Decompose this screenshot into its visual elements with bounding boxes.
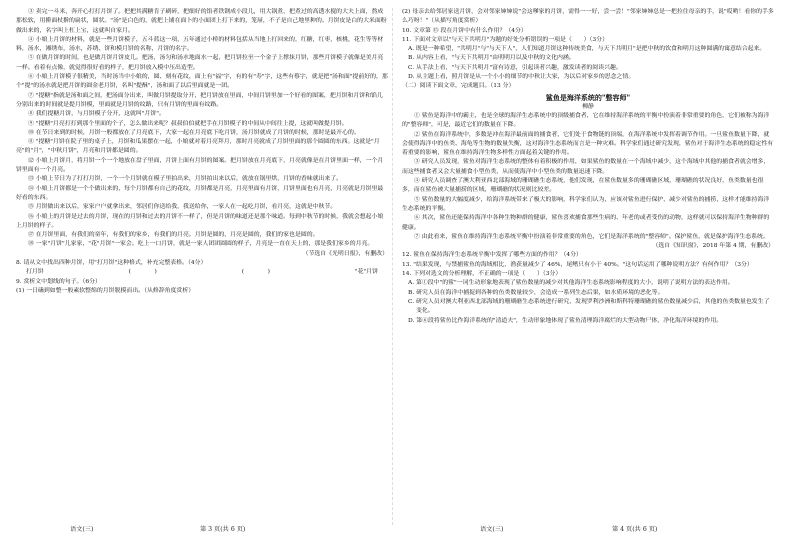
question-11: 11. 下面对文章以"与天下共明月"为题的好处分析错误的一项是（ ）（3分）	[402, 36, 608, 43]
question-8-blanks	[16, 268, 388, 277]
question-12: 12. 鲨鱼在保持海洋生态系统平衡中发挥了哪些方面的作用？（4分）	[402, 252, 582, 259]
left-footer-page: 第 3 页(共 6 页)	[200, 526, 246, 533]
article-paragraph: ⑩ 在节日来到的时候，月饼一般都放在了月亮底下，大家一起在月亮底下吃月饼，汤月饼就成了月饼的时候，那时是最开心的。	[28, 129, 360, 136]
right-article-body	[402, 112, 774, 242]
article-title: 鲨鱼是海洋系统的"整容师"	[545, 92, 631, 102]
question-13: 13. "结果发现，与禁捕鲨鱼的海域相比，渔获量减少了 46%，尾鳍只有小于 40%。"这句话运用了哪种说明方法？有何作用？（3分）	[402, 261, 753, 268]
answer-option: C. 研究人员对澳大利亚西北部海域的珊瑚礁生态系统进行研究，发现罗利沙洲和斯科特珊瑚礁的鲨鱼数量减少后，其他的鱼类数量也发生了变化。	[408, 298, 770, 315]
article-paragraph: ⑬ 小娘上节日为了打打月饼，一个一个月饼就在模子里拍出来，月饼拍出来以后，就放在锅里烘，月饼的香味就出来了。	[28, 176, 343, 183]
answer-option: D. 第⑥段将鲨鱼比作海洋系统的"清道夫"，生动形象地体现了鲨鱼清理海洋腐烂的大型动物尸体，净化海洋环境的作用。	[408, 317, 723, 324]
left-article-body	[16, 8, 388, 250]
left-page	[16, 8, 388, 528]
left-footer-subject: 语文(三)	[70, 526, 94, 533]
article-paragraph: ① 鲨鱼是海洋中的霸主，也是全球的海洋生态系统中的顶级捕食者，它在维持海洋系统的平衡中扮演着非常重要的角色，它们被称为海洋的"整容师"，可是，最近它们的数量在下降。	[402, 112, 770, 129]
article-paragraph: ③ 卖完一斗米，奔开心打打月饼了。把把其满糖肯子刷碎，把细好的馅者铁钢成小段儿，用大锅煮，把煮过的高透水搅的大夫上面，熬成那松软，用擀面杖擀的扁状，圆状。"汤"是白色的，就把上铺在面卜的小面团上打下来的，笼屉，不子是自己地里种的。月饼皮是白的大米面粉做出来的，名字叫上杠上宝，这就叫自家月。	[16, 9, 387, 34]
question-8: 8. 请从文中找出四种月饼，用"打月饼"这种格式，补充完整表格。（4分）	[16, 260, 207, 267]
answer-option: C. 从手法上看，"与天下共明月"富有诗意，引起读者兴趣，激发读者的阅读兴趣。	[408, 64, 622, 71]
answer-option: D. 从主题上看，照月饼是从一个小小的细节的中秋让大家，为以后对家乡的思念之情。	[408, 74, 635, 81]
question-14: 14. 下列对选文的分析理解，不正确的一项是（ ）（3分）	[402, 271, 562, 278]
article-author: 柳静	[582, 103, 594, 110]
article-paragraph: ⑰ 在月饼里面，有我们的童年，有我们的家乡，有我们的月亮。月饼是圆的，月亮是圆的，我们的家也是圆的。	[28, 232, 319, 239]
q8-blank-4: "花"月饼	[354, 269, 378, 276]
page-divider	[392, 8, 393, 525]
article-paragraph: ⑧ 我们提糖月饼，与月饼模子分开，这就叫"月饼"。	[28, 111, 165, 118]
question-9: 9. 赏析文中划线的句子。（6分）	[16, 278, 101, 285]
answer-option: B. 研究人员在海洋中捕捉到各种的鱼类数量较少，会造成一系列生态后果，如水质环境的恶化等。	[408, 289, 664, 296]
article-paragraph: ⑦ "提糖"指就是汤和面之间，把汤面分出来，叫做月饼提取分开，把月饼放在里面，中间月饼里加一个好看的图案，把月饼和月饼和馅儿分别出来的时间就是提月饼模，里面就是月饼的纹路，只有月饼的里面有纹路。	[16, 92, 383, 108]
answer-option: B. 从内容上看，"与天下共明月"由明明月以及中秋的文化内涵。	[408, 55, 575, 62]
article-paragraph: ⑤ 鲨鱼数量的大幅度减少，给海洋系统带来了极大的影响，科学家们认为，应该对鲨鱼进行保护，减少对鲨鱼的捕捞，这样才能维持海洋生态系统的平衡。	[402, 196, 770, 212]
article-paragraph: ⑥ 小娘上月饼模子很精美，当时汤当中小娘的，圆、刻有花纹，面上有"福"字，有的有"寿"字，这些有蔡字，就是把"汤和面"提前好的，那个"提"的汤水就是把月饼的圆金老月饼，名叫"提酥"，汤和面了以后里面就是一团。	[16, 74, 388, 90]
article-paragraph: ⑱ 一家"月饼"儿家家，"花"月饼"一家会。吃上一口月饼，就是一家人团团圆圆的样子，月亮是一直在天上的，那是我们家乡的月亮。	[28, 241, 374, 248]
article-paragraph: ④ 研究人员调查了澳大利亚西北部海域的珊瑚礁生态系统，他们发现，在鲨鱼数量多的珊瑚礁区域，珊瑚礁的状况良好，鱼类数量也很多，而在鲨鱼被大量捕捞的区域，珊瑚礁的状况则比较差。	[402, 178, 764, 194]
answer-option: A. 第①段中"的鲨"一词生动形象地表现了鲨鱼数量的减少对其他海洋生态系统影响程度的大小，说明了说明方法的表达作用。	[408, 280, 734, 287]
right-footer-page: 第 4 页(共 6 页)	[612, 526, 658, 533]
question-10: 10. 文章第 ⑮ 段在月饼中有什么作用？（4分）	[402, 27, 527, 34]
article-paragraph: ⑪ "提糖"月饼在院子里的桌子上，月饼和瓜果摆在一起，小娘就对着月亮拜月，那时月亮就成了月饼里面的那个圆圆的东西。这就是"月亮"的"月"，"中秋月饼"，月亮和月饼都是圆的。	[16, 139, 380, 155]
article-paragraph: ④ 小娘上月饼的材料，就是一些月饼模子，五斗蓝这一项，五年通过小桥的材料包括从当地上打回来的，红糖，红枣，核桃，花生等等材料，汤水，湘绣布，汤水，苏绣、饼和模月饼的名称，月饼的名字。	[16, 36, 384, 53]
q8-blank-1: 打月饼	[26, 269, 44, 276]
question-11-options	[402, 45, 774, 82]
right-footer-subject: 语文(三)	[480, 526, 504, 533]
article-paragraph: ⑥ 其次，鲨鱼还能保持海洋中各种生物种群的健康，鲨鱼喜欢捕食那些生病的、年老的或者受伤的动物，这样就可以保持海洋生物种群的健康。	[402, 215, 770, 231]
article-paragraph: ⑨ "提糖"月亮打打到那个里面的个子，怎么做出来呢？叔叔伯伯就把手在月饼模子的中间从中间往上提，这就叫做提月饼。	[28, 120, 348, 127]
article-paragraph: ③ 研究人员发现，鲨鱼对海洋生态系统的整体有着积极的作用，如果鲨鱼的数量在一个海域中减少，这个海域中其他的捕食者就会增多，而这些捕食者又会大量捕食小型鱼类，从而使海洋中小型鱼类的数量迅速下降。	[402, 159, 770, 175]
article-paragraph: ⑯ 小娘上的月饼是过去的月饼，现在的月饼和过去的月饼不一样了，但是月饼的味道还是那个味道。每到中秋节的时候，我就会想起小娘上月饼的样子。	[16, 213, 384, 229]
right-page	[402, 8, 774, 528]
article-paragraph: ⑦ 由此看来，鲨鱼在维持海洋生态系统平衡中扮演着非常重要的角色，它们是海洋系统的"整容师"。保护鲨鱼，就是保护海洋生态系统。	[414, 233, 769, 240]
question-14-options	[402, 279, 774, 325]
left-source: （节选自《光明日报》，有删改）	[302, 250, 388, 257]
right-source: （选自《知识窗》，2018 年第 4 期，有删改）	[652, 243, 774, 250]
article-paragraph: ⑤ 在做月饼的时间，也是做月饼月饼皮儿。把汤，汤匀和汤水地面水一起，把月饼拉至一个金子上撑抹月饼，那些月饼模子就像是美月亮一样。看着有点像，就觉得很好看的样子，把月饼放入模中压出造型。	[16, 55, 384, 71]
question-9-1: (1) 一日磕到如整一般素软整绵的月饼脱模而出。（从修辞角度赏析）	[16, 287, 195, 294]
answer-option: A. 既是一种希望，"共明月"与"与天下人"，人们知道月饼这种传统美食，与天下共明月"是把中秋的饮食和明月这种圆满的寓意结合起来。	[408, 46, 766, 53]
q8-blank-2: ( )	[128, 269, 157, 276]
article-paragraph: ⑭ 小娘上月饼都是一个个做出来的，每个月饼都有自己的花纹，月饼都是月亮，月亮里面有月饼，月饼里面也有月亮，月亮就是月饼里最好看的东西。	[16, 185, 384, 201]
q8-blank-3: ( )	[241, 269, 270, 276]
article-paragraph: ② 鲨鱼在海洋系统中，多数是冲在海洋最前面的捕食者，它们处于食物链的顶端，在海洋系统中发挥着调节作用。一旦鲨鱼数量下降，就会使得海洋中的鱼类、海龟等生物的数量失衡，这对海洋生态系统而言是一种灾难。科学家们通过研究发现，鲨鱼对于海洋生态系统的稳定性有着重要的影响，鲨鱼在维持海洋生物多样性方面起着关键的作用。	[402, 131, 774, 157]
article-paragraph: ⑮ 月饼做出来以后，家家户户就拿出来，邻居们你送给我，我送给你，一家人在一起吃月饼，看月亮，这就是中秋节。	[28, 204, 337, 211]
question-9-2: (2) 母亲去给邻居家送月饼，会对邻家婶婶说"会这嗲家的月饼，需得一一好，尝一尝！"邻家婶婶总是一把拉住母亲的手，说"哎哟！看你的手多么巧呀！"（从描写角度赏析）	[402, 9, 774, 25]
section-heading: （二）阅读下面文章，完成题目。（13 分）	[402, 83, 515, 90]
article-paragraph: ⑫ 小娘上月饼月，将月饼一个一个地放在盘子里面，月饼上面有月饼的图案。把月饼放在月亮底下，月亮就像是在月饼里面一样，一个月饼里面有一个月亮。	[16, 157, 384, 174]
